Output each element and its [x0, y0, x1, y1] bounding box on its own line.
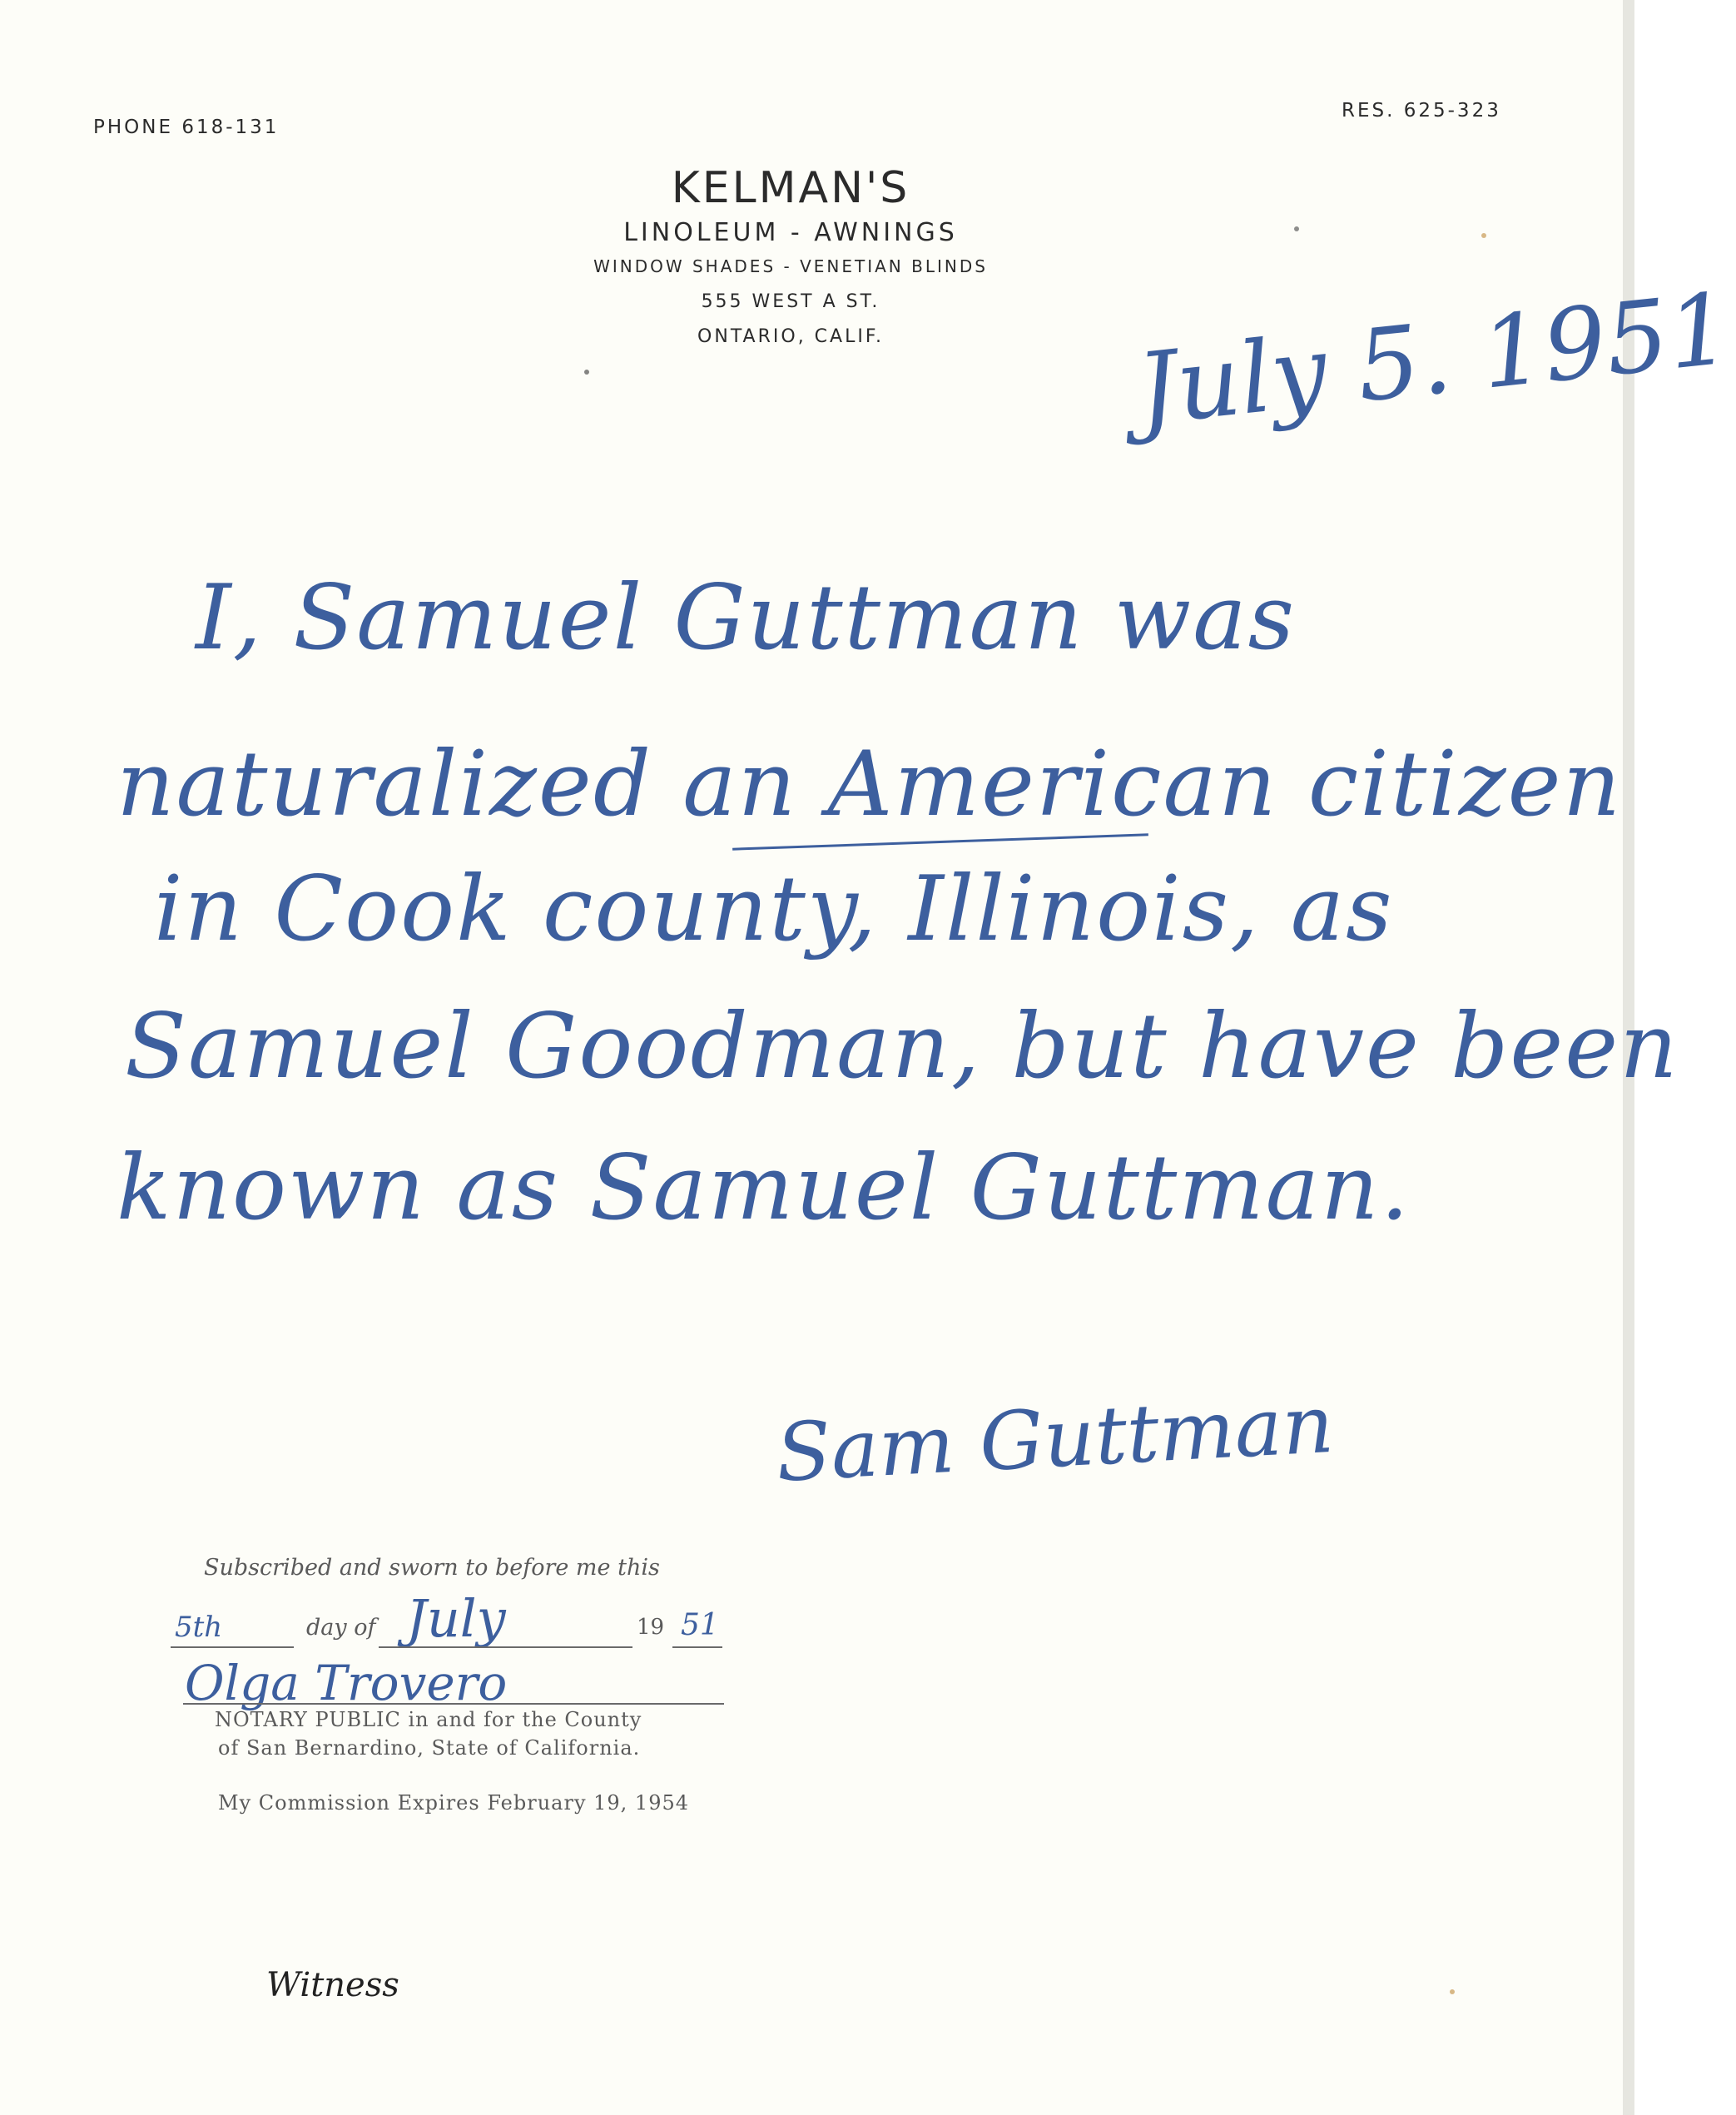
notary-day-blank-line — [171, 1646, 294, 1648]
letterhead-address: 555 WEST A ST. — [701, 291, 880, 312]
notary-title-line-1: NOTARY PUBLIC in and for the County — [215, 1708, 642, 1731]
notary-title-line-2: of San Bernardino, State of California. — [218, 1736, 641, 1760]
notary-day-value: 5th — [175, 1611, 223, 1644]
notary-year-blank-line — [672, 1646, 722, 1648]
paper-speck — [1450, 1989, 1455, 1994]
paper-speck — [584, 370, 589, 375]
notary-year-value: 51 — [681, 1608, 719, 1642]
notary-signature: Olga Trovero — [185, 1655, 508, 1711]
letter-body-line-2: naturalized an American citizen — [117, 732, 1623, 837]
paper-speck — [1481, 233, 1486, 238]
letterhead-city: ONTARIO, CALIF. — [697, 326, 884, 347]
letter-body-line-4: Samuel Goodman, but have been — [125, 995, 1679, 1099]
paper-speck — [1294, 226, 1299, 231]
notary-heading: Subscribed and sworn to before me this — [204, 1555, 660, 1581]
letter-body-line-5: known as Samuel Guttman. — [117, 1136, 1411, 1240]
witness-mark: Witness — [266, 1966, 399, 2004]
letter-body-line-3: in Cook county, Illinois, as — [154, 857, 1394, 961]
author-signature: Sam Guttman — [774, 1377, 1337, 1500]
letterhead-residence-phone: RES. 625-323 — [1342, 100, 1501, 122]
notary-year-prefix: 19 — [637, 1615, 665, 1640]
notary-month-value: July — [406, 1588, 506, 1649]
letter-body-line-1: I, Samuel Guttman was — [196, 566, 1297, 670]
notary-day-label: day of — [306, 1615, 376, 1641]
notary-commission-expiry: My Commission Expires February 19, 1954 — [218, 1791, 690, 1815]
letterhead-line-products-secondary: WINDOW SHADES - VENETIAN BLINDS — [593, 256, 988, 276]
letterhead-phone: PHONE 618-131 — [93, 117, 280, 138]
letterhead-line-products: LINOLEUM - AWNINGS — [623, 218, 958, 247]
notary-signature-line — [183, 1703, 724, 1705]
notary-month-blank-line — [379, 1646, 632, 1648]
handwritten-date: July 5. 1951 — [1132, 271, 1736, 448]
letterhead-business-name: KELMAN'S — [671, 163, 910, 213]
